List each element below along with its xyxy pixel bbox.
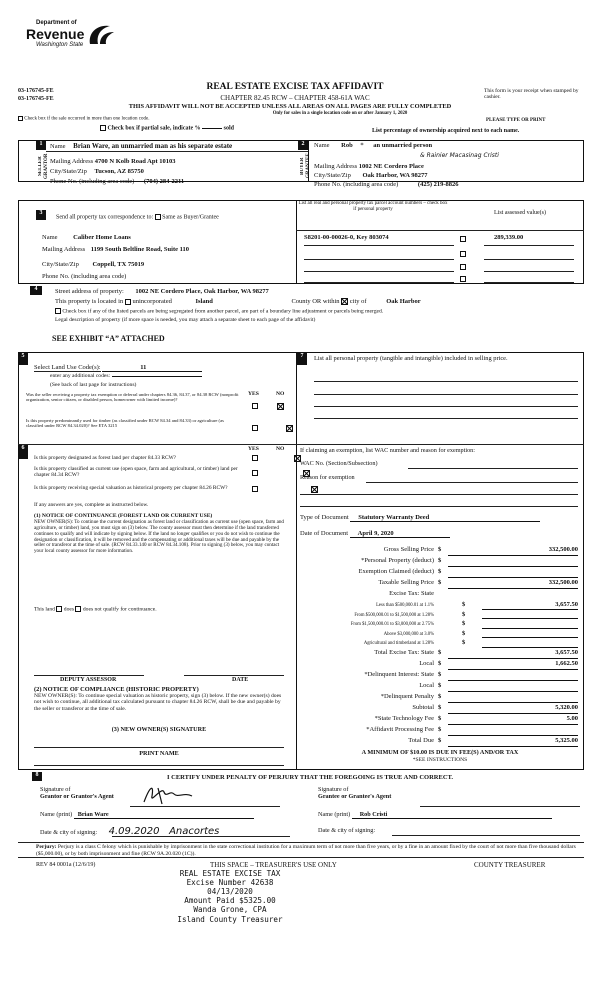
exhibit-a: SEE EXHIBIT “A” ATTACHED	[52, 334, 165, 343]
grantee-print-name[interactable]: Rob Cristi	[352, 811, 552, 819]
tax-row-amount[interactable]	[448, 682, 578, 692]
onlysales: Only for sales in a single location code on or after January 1, 2020	[272, 111, 408, 116]
reason-row	[300, 474, 355, 481]
form-id-1: 03-176745-FE	[18, 88, 54, 94]
tax-row-amount[interactable]: 3,657.50	[448, 649, 578, 659]
street-label: Street address of property:	[55, 288, 124, 295]
grantor-print-label: Name (print)	[40, 811, 73, 818]
tax-row	[296, 630, 584, 640]
partial-sale-label: Check box if partial sale, indicate %	[107, 125, 201, 132]
logo-swirl-icon	[86, 22, 116, 48]
tax-row	[296, 737, 584, 748]
tax-row-dollar: $	[438, 726, 442, 733]
tax-row-dollar: $	[462, 639, 466, 647]
s6-q3-yes-checkbox[interactable]	[252, 486, 258, 492]
buyer-handwritten-addition: & Rainier Macasinag Cristi	[420, 152, 499, 159]
minimum-due: A MINIMUM OF $10.00 IS DUE IN FEE(S) AND/OR TAX	[361, 749, 519, 756]
grantor-city-hand[interactable]: Anacortes	[169, 826, 220, 837]
grantor-signature-label	[40, 786, 114, 801]
doc-type-row	[300, 514, 540, 522]
tax-row	[296, 693, 584, 704]
tax-row-dollar: $	[438, 704, 442, 711]
property-street[interactable]: 1002 NE Cordero Place, Oak Harbor, WA 98277	[135, 288, 269, 295]
section-8-number: 8	[32, 772, 42, 781]
tax-row	[296, 715, 584, 726]
tax-row	[296, 620, 584, 630]
tax-row-amount[interactable]	[482, 620, 578, 629]
section-5-number: 5	[18, 353, 28, 365]
located-label: This property is located in	[55, 298, 124, 305]
sold-label: sold	[223, 125, 235, 132]
tax-row-dollar: $	[438, 546, 442, 553]
tax-row-label: *Delinquent Interest: State	[364, 671, 434, 678]
buyer-city-label: City/State/Zip	[314, 172, 351, 179]
tax-row-dollar: $	[438, 737, 442, 744]
grantee-date-row	[318, 827, 375, 834]
additional-codes	[50, 373, 202, 379]
land-use-code[interactable]: 11	[102, 364, 202, 372]
tax-row-label: Total Excise Tax: State	[374, 649, 434, 656]
s5-q2-no-checkbox[interactable]	[286, 425, 293, 432]
tax-row-dollar: $	[438, 715, 442, 722]
doc-date[interactable]: April 9, 2020	[350, 530, 450, 538]
seller-city-label: City/State/Zip	[50, 168, 87, 175]
tax-name-row	[42, 234, 131, 241]
tax-city-label: City/State/Zip	[42, 261, 79, 268]
tax-row-dollar: $	[438, 649, 442, 656]
tax-row-dollar: $	[438, 579, 442, 586]
tax-row-label: *Delinquent Penalty	[380, 693, 434, 700]
logo-sub: Washington State	[36, 42, 84, 48]
s5-q1-no-checkbox[interactable]	[277, 403, 284, 410]
city-name[interactable]: Oak Harbor	[386, 298, 421, 305]
tax-row	[296, 590, 584, 601]
this-land-label: This land	[34, 606, 55, 613]
parcel-list-header: List all real and personal property tax parcel account numbers – check box if personal property	[298, 201, 448, 212]
seller-name[interactable]: Brian Ware, an unmarried man as his separate estate	[73, 142, 233, 150]
buyer-name-label: Name	[314, 142, 330, 149]
seller-name-row	[50, 142, 232, 150]
tax-row-amount[interactable]	[482, 630, 578, 639]
does-label: does	[63, 606, 75, 613]
tax-city-row	[42, 261, 144, 268]
stamp-line-2: Excise Number 42638	[186, 878, 274, 888]
assessed-header: List assessed value(s)	[494, 210, 546, 216]
please-type: PLEASE TYPE OR PRINT	[486, 118, 546, 123]
tax-row-label: Subtotal	[412, 704, 434, 711]
tax-row-label: Local	[419, 660, 434, 667]
tax-row-label: *Affidavit Processing Fee	[366, 726, 434, 733]
same-as-buyer-label: Same as Buyer/Grantee	[162, 214, 219, 221]
section-1-number: 1	[36, 141, 46, 150]
doc-date-row	[300, 530, 450, 538]
buyer-city-row	[314, 172, 427, 179]
tax-computation-table	[296, 546, 584, 760]
tax-row-amount[interactable]	[448, 693, 578, 703]
certify-statement: I CERTIFY UNDER PENALTY OF PERJURY THAT THE FOREGOING IS TRUE AND CORRECT.	[166, 774, 453, 781]
partial-sale-checkbox[interactable]	[100, 125, 106, 131]
tax-row-dollar: $	[438, 660, 442, 667]
tax-row-amount[interactable]: 5,325.00	[448, 737, 578, 747]
legal-description-label: Legal description of property (if more space is needed, you may attach a separate sheet to each page of the affidavit)	[55, 317, 316, 323]
segregated-label: Check box if any of the listed parcels are being segregated from another parcel, are part of a boundary line adjustment or parcels being merged.	[62, 308, 384, 315]
new-owner-signature-label: (3) NEW OWNER(S) SIGNATURE	[111, 726, 207, 733]
tax-phone-row	[42, 273, 126, 280]
s6-q3-no-checkbox[interactable]	[311, 486, 318, 493]
tax-row	[296, 639, 584, 649]
parcel-personal-checkbox-4[interactable]	[460, 276, 466, 282]
parcel-personal-checkbox-3[interactable]	[460, 264, 466, 270]
s5-q1-yes-checkbox[interactable]	[252, 403, 258, 409]
tax-row	[296, 704, 584, 715]
does-not-label: does not qualify for continuance.	[82, 606, 157, 613]
treasurer-stamp	[140, 869, 320, 924]
tax-row-label: *Personal Property (deduct)	[361, 557, 434, 564]
tax-row-amount[interactable]: 1,662.50	[448, 660, 578, 670]
tax-row	[296, 649, 584, 660]
notice: THIS AFFIDAVIT WILL NOT BE ACCEPTED UNLESS ALL AREAS ON ALL PAGES ARE FULLY COMPLETED	[128, 103, 452, 110]
grantee-print-label: Name (print)	[318, 811, 351, 818]
notice-continuance-title: (1) NOTICE OF CONTINUANCE (FOREST LAND OR CURRENT USE)	[34, 513, 213, 519]
tax-row	[296, 682, 584, 693]
seller-phone-label: Phone No. (including area code)	[50, 178, 135, 185]
tax-row-label: Local	[419, 682, 434, 689]
notice-compliance-text: NEW OWNER(S): To continue special valuation as historic property, sign (3) below. If the new owner(s) does not wish to continue, all additional tax calculated pursuant to chapter 84.26 RCW, shall be due and payable by the seller or transferor at the time of sale.	[34, 693, 282, 712]
parcel-personal-checkbox-1[interactable]	[460, 236, 466, 242]
s6-no-header: NO	[276, 446, 285, 452]
tax-row-dollar: $	[438, 568, 442, 575]
doc-type-label: Type of Document	[300, 514, 349, 521]
chapter: CHAPTER 82.45 RCW – CHAPTER 458-61A WAC	[220, 94, 370, 102]
tax-row-dollar: $	[438, 682, 442, 689]
tax-row-amount[interactable]	[482, 611, 578, 620]
city-of-label: city of	[349, 298, 367, 305]
section-2-number: 2	[298, 141, 308, 150]
grantor-print-name[interactable]: Brian Ware	[74, 811, 254, 819]
send-correspondence-label: Send all property tax correspondence to:	[56, 214, 154, 221]
luc-row	[34, 364, 202, 372]
grantee-print-row	[318, 811, 552, 819]
tax-row	[296, 557, 584, 568]
tax-row-label: Less than $500,000.01 at 1.1%	[376, 603, 434, 608]
tax-row-label: Total Due	[408, 737, 434, 744]
s6-question-3: Is this property receiving special valuation as historical property per chapter 84.26 RCW?	[34, 485, 228, 491]
tax-row	[296, 546, 584, 557]
tax-row	[296, 726, 584, 737]
see-back: (See back of last page for instructions)	[50, 382, 137, 388]
buyer-name-rest[interactable]: an unmarried person	[373, 142, 433, 149]
grantor-date-label: Date & city of signing:	[40, 829, 98, 836]
tax-row-dollar: $	[462, 620, 466, 628]
tax-row-label: From $500,000.01 to $1,500,000 at 1.28%	[354, 612, 434, 618]
send-correspondence	[56, 214, 219, 221]
seller-city-row	[50, 168, 144, 175]
treasurer-space: THIS SPACE – TREASURER'S USE ONLY	[210, 861, 337, 869]
perjury-label: Perjury:	[36, 844, 57, 850]
stamp-line-5: Wanda Grone, CPA	[193, 905, 267, 915]
tax-address[interactable]: 1199 South Beltline Road, Suite 110	[90, 246, 190, 253]
exemption-label: If claiming an exemption, list WAC number and reason for exemption:	[300, 447, 475, 454]
logo-name: Revenue	[26, 26, 85, 42]
s6-q2-yes-checkbox[interactable]	[252, 470, 258, 476]
see-instructions: *SEE INSTRUCTIONS	[412, 757, 468, 763]
buyer-address-row	[314, 163, 424, 170]
buyer-phone-label: Phone No. (including area code)	[314, 181, 399, 188]
seller-address-row	[50, 158, 176, 165]
does-checkbox[interactable]	[56, 606, 62, 612]
buyer-side-label: BUYER GRANTEE	[300, 153, 311, 179]
tax-row	[296, 568, 584, 579]
s5-question-2: Is this property predominantly used for timber (as classified under RCW 84.34 and 84.33) or agriculture (as classified under RCW 84.34.020)? See ETA 3215	[26, 418, 224, 429]
grantor-print-row	[40, 811, 254, 819]
tax-row-dollar: $	[462, 610, 466, 618]
s5-no-header: NO	[276, 391, 285, 397]
tax-row-label: Exemption Claimed (deduct)	[358, 568, 434, 575]
seller-side-label: SELLER GRANTOR	[38, 153, 49, 179]
tax-row-amount[interactable]	[482, 639, 578, 648]
s5-q2-yes-checkbox[interactable]	[252, 425, 258, 431]
tax-row-dollar: $	[438, 557, 442, 564]
unincorporated-checkbox[interactable]	[125, 299, 131, 305]
this-land-row	[34, 606, 157, 613]
section-4-number: 4	[30, 286, 42, 295]
unincorporated-label: unincorporated	[132, 298, 172, 305]
street-row	[55, 288, 269, 295]
grantor-sig-label-2: Grantor or Grantor's Agent	[40, 793, 114, 801]
doc-date-label: Date of Document	[300, 530, 349, 537]
logo-dept: Department of	[36, 20, 77, 26]
tax-row-amount[interactable]	[448, 557, 578, 567]
buyer-name-first[interactable]: Rob	[341, 142, 353, 149]
grantee-signature-label	[318, 786, 391, 801]
tax-row-label: Taxable Selling Price	[378, 579, 434, 586]
notice-continuance-text: NEW OWNER(S): To continue the current designation as forest land or classification as current use (open space, farm and agriculture, or timber) land, you must sign on (3) below. The county assessor must then determine if the land transferred continues to qualify and will indicate by signing below. If the land no longer qualifies or you do not wish to continue the designation or classification, it will be removed and the compensating or additional taxes will be due and payable by the seller or transferor at the time of sale. (RCW 84.33.140 or RCW 84.34.108). Prior to signing (3) below, you may contact your local county assessor for more information.	[34, 519, 284, 555]
tax-row-dollar: $	[438, 693, 442, 700]
seller-phone-row	[50, 178, 184, 185]
tax-row-amount[interactable]: 5,320.00	[448, 704, 578, 714]
logo	[22, 20, 132, 60]
buyer-address[interactable]: 1002 NE Cordero Place	[358, 163, 424, 170]
wac-row	[300, 460, 378, 467]
parcel-personal-checkbox-2[interactable]	[460, 251, 466, 257]
tax-row-amount[interactable]	[448, 671, 578, 681]
stamp-line-6: Island County Treasurer	[177, 914, 283, 924]
section-3-number: 3	[36, 210, 46, 220]
tax-city[interactable]: Coppell, TX 75019	[92, 261, 145, 268]
segregated-row	[55, 308, 585, 315]
tax-row	[296, 660, 584, 671]
does-not-checkbox[interactable]	[75, 606, 81, 612]
multi-location-checkbox[interactable]	[18, 116, 23, 121]
same-as-buyer-checkbox[interactable]	[155, 214, 161, 220]
seller-name-label: Name	[50, 143, 66, 150]
rev-number: REV 84 0001a (12/6/19)	[36, 862, 96, 868]
tax-row-dollar: $	[438, 671, 442, 678]
county-name[interactable]: Island	[195, 298, 213, 305]
buyer-name-star: *	[360, 141, 364, 149]
tax-row-amount[interactable]: 332,500.00	[448, 579, 578, 589]
tax-name[interactable]: Caliber Home Loans	[73, 234, 131, 241]
s6-question-1: Is this property designated as forest land per chapter 84.33 RCW?	[34, 455, 177, 461]
perjury-notice	[36, 844, 584, 857]
tax-row	[296, 671, 584, 682]
s6-yes-header: YES	[248, 446, 259, 452]
personal-property-label: List all personal property (tangible and intangible) included in selling price.	[314, 355, 508, 362]
page-title: REAL ESTATE EXCISE TAX AFFIDAVIT	[206, 82, 384, 92]
grantee-sig-label-2: Grantee or Grantee's Agent	[318, 793, 392, 801]
seller-address-label: Mailing Address	[50, 158, 94, 165]
section-6-number: 6	[18, 445, 28, 459]
tax-row-dollar: $	[462, 601, 466, 608]
perjury-text: Perjury is a class C felony which is punishable by imprisonment in the state correctional institution for a maximum term of not more than five years, or by a fine in an amount fixed by the court of not more than five thousand dollars ($5,000.00), or by both imprisonment and fine (RCW 9A.20.020 (1C)).	[36, 844, 576, 857]
within-city-checkbox[interactable]	[341, 298, 348, 305]
seller-address[interactable]: 4700 N Kolb Road Apt 10103	[94, 158, 176, 165]
assessed-value[interactable]: 289,339.00	[494, 234, 524, 241]
county-or-label: County OR within	[291, 298, 340, 305]
tax-row-dollar: $	[462, 629, 466, 637]
tax-name-label: Name	[42, 234, 58, 241]
reason-label: Reason for exemption	[300, 474, 355, 481]
buyer-address-label: Mailing Address	[314, 163, 358, 170]
s6-question-2: Is this property classified as current use (open space, farm and agricultural, or timber) land per chapter 84.34 RCW?	[34, 466, 238, 479]
form-id-2: 03-176745-FE	[18, 96, 54, 102]
s6-q1-yes-checkbox[interactable]	[252, 455, 258, 461]
tax-row-amount[interactable]	[448, 568, 578, 578]
stamp-line-4: Amount Paid $5325.00	[184, 896, 276, 906]
additional-codes-label: enter any additional codes:	[50, 373, 111, 379]
list-pct: List percentage of ownership acquired next to each name.	[372, 128, 520, 134]
notice-compliance-title: (2) NOTICE OF COMPLIANCE (HISTORIC PROPERTY)	[34, 686, 199, 693]
tax-row-label: Above $3,000,000 at 3.0%	[383, 631, 434, 637]
tax-address-row	[42, 246, 189, 253]
tax-row-amount[interactable]: 5.00	[448, 715, 578, 725]
parcel-number[interactable]: S8201-00-00026-0, Key 803074	[304, 234, 389, 241]
tax-address-label: Mailing Address	[42, 246, 86, 253]
tax-row	[296, 579, 584, 590]
tax-row-label: Excise Tax: State	[389, 590, 434, 597]
stamp-line-1: REAL ESTATE EXCISE TAX	[179, 869, 281, 878]
tax-row	[296, 601, 584, 611]
buyer-city[interactable]: Oak Harbor, WA 98277	[362, 172, 428, 179]
tax-row-label: Agricultural and timberland at 1.28%	[363, 641, 434, 647]
luc-label: Select Land Use Code(s):	[34, 364, 101, 371]
deputy-assessor-label: DEPUTY ASSESSOR	[60, 677, 117, 683]
multi-location-label: Check box if the sale occurred in more than one location code.	[24, 116, 150, 122]
s5-question-1: Was the seller receiving a property tax exemption or deferral under chapters 84.36, 84.37, or 84.38 RCW (nonprofit organization, senior citizen, or disabled person, homeowner with limited income)?	[26, 392, 239, 403]
buyer-phone-row	[314, 181, 459, 188]
tax-row-label: Gross Selling Price	[383, 546, 434, 553]
county-treasurer: COUNTY TREASURER	[474, 861, 546, 869]
print-name-label: PRINT NAME	[139, 750, 179, 757]
s5-yes-header: YES	[248, 391, 259, 397]
grantor-date-hand[interactable]: 4.09.2020	[108, 826, 160, 837]
grantor-sig-label-1: Signature of	[40, 786, 71, 793]
buyer-phone[interactable]: (425) 219-8826	[417, 181, 459, 188]
segregated-checkbox[interactable]	[55, 308, 61, 314]
if-any-yes: If any answers are yes, complete as instructed below.	[34, 502, 149, 508]
doc-type[interactable]: Statutory Warranty Deed	[350, 514, 540, 522]
grantor-signature[interactable]	[140, 782, 210, 806]
tax-row-label: From $1,500,000.01 to $3,000,000 at 2.75%	[350, 622, 434, 628]
located-row	[55, 298, 421, 305]
grantee-sig-label-1: Signature of	[318, 786, 349, 793]
wac-label: WAC No. (Section/Subsection)	[300, 460, 378, 467]
tax-row-amount[interactable]	[448, 726, 578, 736]
section-7-number: 7	[297, 353, 307, 365]
tax-row-label: *State Technology Fee	[374, 715, 434, 722]
tax-phone-label: Phone No. (including area code)	[42, 273, 127, 280]
stamp-line-3: 04/13/2020	[207, 887, 253, 897]
tax-row-amount[interactable]: 3,657.50	[482, 601, 578, 610]
date-label: DATE	[232, 677, 249, 683]
check-multi-location[interactable]	[18, 116, 149, 122]
tax-row	[296, 611, 584, 621]
grantee-date-label: Date & city of signing:	[318, 827, 376, 834]
check-partial[interactable]	[100, 125, 234, 132]
tax-row-amount[interactable]: 332,500.00	[448, 546, 578, 556]
buyer-name-row	[314, 142, 432, 149]
seller-city[interactable]: Tucson, AZ 85750	[94, 168, 144, 175]
receipt-note: This form is your receipt when stamped by cashier.	[484, 88, 579, 101]
seller-phone[interactable]: (704) 284-2211	[143, 178, 185, 185]
